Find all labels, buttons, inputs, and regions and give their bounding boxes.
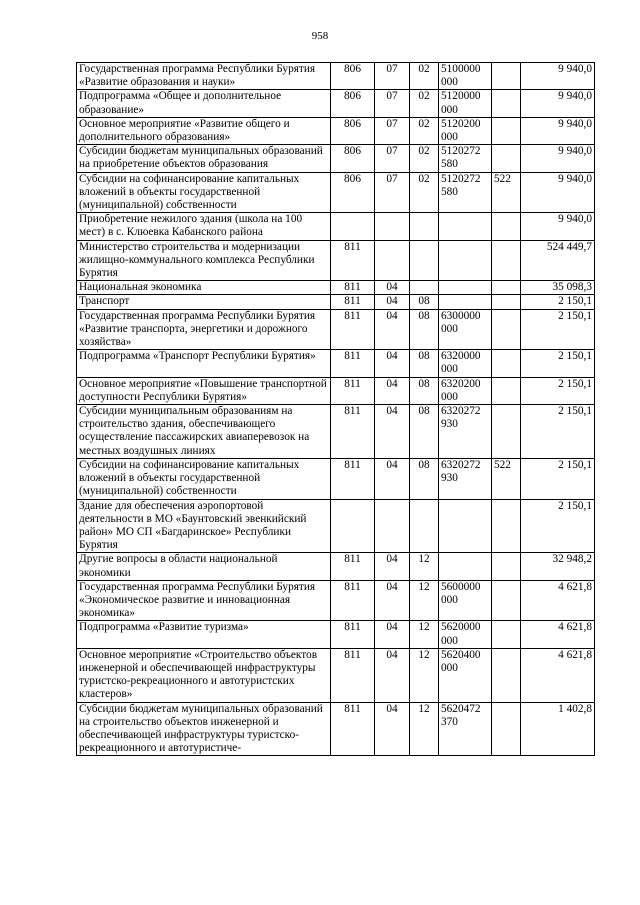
row-article <box>439 240 492 281</box>
row-article: 5100000 000 <box>439 63 492 90</box>
row-code: 811 <box>331 553 375 580</box>
row-sum: 2 150,1 <box>521 405 595 459</box>
row-sum: 2 150,1 <box>521 295 595 309</box>
row-subsection: 12 <box>410 580 439 621</box>
row-section: 07 <box>375 145 410 172</box>
row-name: Подпрограмма «Развитие туризма» <box>77 621 331 648</box>
row-name: Субсидии бюджетам муниципальных образований на приобретение объектов образования <box>77 145 331 172</box>
row-subsection: 02 <box>410 63 439 90</box>
row-sum: 9 940,0 <box>521 213 595 240</box>
row-type <box>492 648 521 702</box>
row-subsection <box>410 240 439 281</box>
row-section: 04 <box>375 350 410 377</box>
table-row <box>77 172 595 213</box>
row-code: 806 <box>331 90 375 117</box>
row-article <box>439 295 492 309</box>
row-article: 6300000 000 <box>439 309 492 350</box>
row-section <box>375 240 410 281</box>
row-code: 811 <box>331 240 375 281</box>
row-section <box>375 213 410 240</box>
row-type <box>492 702 521 756</box>
row-sum: 9 940,0 <box>521 90 595 117</box>
row-subsection <box>410 499 439 553</box>
row-subsection: 08 <box>410 458 439 499</box>
row-subsection: 08 <box>410 350 439 377</box>
row-sum: 2 150,1 <box>521 309 595 350</box>
table-row <box>77 350 595 377</box>
table-row <box>77 240 595 281</box>
row-article: 5620400 000 <box>439 648 492 702</box>
table-row <box>77 281 595 295</box>
row-section: 07 <box>375 172 410 213</box>
row-type <box>492 90 521 117</box>
row-section: 04 <box>375 621 410 648</box>
row-name: Основное мероприятие «Развитие общего и дополнительного образования» <box>77 117 331 144</box>
row-name: Субсидии бюджетам муниципальных образований на строительство объектов инженерной и обеспечивающей инфраструктуры туристско-рекреационного и автотуристиче- <box>77 702 331 756</box>
row-section: 04 <box>375 309 410 350</box>
row-article: 5120272 580 <box>439 172 492 213</box>
row-name: Основное мероприятие «Повышение транспортной доступности Республики Бурятия» <box>77 377 331 404</box>
row-article: 5120200 000 <box>439 117 492 144</box>
row-name: Субсидии муниципальным образованиям на строительство здания, обеспечивающего осуществление пассажирских авиаперевозок на местных воздушных линиях <box>77 405 331 459</box>
row-section: 04 <box>375 702 410 756</box>
row-subsection: 12 <box>410 621 439 648</box>
row-section: 04 <box>375 458 410 499</box>
row-code: 811 <box>331 309 375 350</box>
row-name: Другие вопросы в области национальной экономики <box>77 553 331 580</box>
row-subsection: 08 <box>410 377 439 404</box>
row-type <box>492 499 521 553</box>
row-code: 806 <box>331 63 375 90</box>
row-name: Государственная программа Республики Бурятия «Развитие транспорта, энергетики и дорожного хозяйства» <box>77 309 331 350</box>
row-sum: 4 621,8 <box>521 580 595 621</box>
row-name: Здание для обеспечения аэропортовой деятельности в МО «Баунтовский эвенкийский район» МО СП «Багдаринское» Республики Бурятия <box>77 499 331 553</box>
row-name: Национальная экономика <box>77 281 331 295</box>
row-subsection: 08 <box>410 405 439 459</box>
row-sum: 2 150,1 <box>521 377 595 404</box>
row-type <box>492 309 521 350</box>
row-name: Субсидии на софинансирование капитальных вложений в объекты государственной (муниципальной) собственности <box>77 172 331 213</box>
row-sum: 9 940,0 <box>521 172 595 213</box>
row-code: 811 <box>331 350 375 377</box>
row-section: 04 <box>375 648 410 702</box>
row-section: 07 <box>375 63 410 90</box>
row-article <box>439 213 492 240</box>
row-code <box>331 499 375 553</box>
row-sum: 32 948,2 <box>521 553 595 580</box>
page-number: 958 <box>311 30 329 42</box>
row-type <box>492 281 521 295</box>
row-code: 811 <box>331 295 375 309</box>
row-code: 811 <box>331 621 375 648</box>
row-type: 522 <box>492 458 521 499</box>
table-row <box>77 499 595 553</box>
row-name: Основное мероприятие «Строительство объектов инженерной и обеспечивающей инфраструктуры туристско-рекреационного и автотуристских кластеров» <box>77 648 331 702</box>
row-sum: 35 098,3 <box>521 281 595 295</box>
row-subsection: 08 <box>410 295 439 309</box>
row-type <box>492 213 521 240</box>
row-article: 6320272 930 <box>439 458 492 499</box>
row-type <box>492 145 521 172</box>
row-sum: 9 940,0 <box>521 63 595 90</box>
row-type <box>492 350 521 377</box>
table-row <box>77 90 595 117</box>
row-type: 522 <box>492 172 521 213</box>
row-article: 5620472 370 <box>439 702 492 756</box>
row-sum: 4 621,8 <box>521 648 595 702</box>
row-article <box>439 553 492 580</box>
row-article: 5600000 000 <box>439 580 492 621</box>
budget-table <box>76 62 595 756</box>
row-article: 6320200 000 <box>439 377 492 404</box>
row-name: Транспорт <box>77 295 331 309</box>
row-type <box>492 580 521 621</box>
row-article <box>439 281 492 295</box>
row-article: 6320272 930 <box>439 405 492 459</box>
row-subsection: 02 <box>410 117 439 144</box>
row-code: 811 <box>331 580 375 621</box>
row-section: 04 <box>375 377 410 404</box>
row-code: 811 <box>331 377 375 404</box>
row-name: Приобретение нежилого здания (школа на 100 мест) в с. Клюевка Кабанского района <box>77 213 331 240</box>
row-subsection: 12 <box>410 553 439 580</box>
table-row <box>77 648 595 702</box>
row-subsection: 02 <box>410 145 439 172</box>
row-subsection: 02 <box>410 172 439 213</box>
row-subsection <box>410 213 439 240</box>
row-name: Субсидии на софинансирование капитальных вложений в объекты государственной (муниципальной) собственности <box>77 458 331 499</box>
row-type <box>492 405 521 459</box>
row-section: 04 <box>375 580 410 621</box>
row-section: 04 <box>375 295 410 309</box>
row-name: Подпрограмма «Транспорт Республики Бурятия» <box>77 350 331 377</box>
row-section: 04 <box>375 553 410 580</box>
table-row <box>77 295 595 309</box>
row-sum: 2 150,1 <box>521 350 595 377</box>
row-subsection: 12 <box>410 702 439 756</box>
row-type <box>492 117 521 144</box>
table-row <box>77 458 595 499</box>
row-subsection: 08 <box>410 309 439 350</box>
row-subsection: 12 <box>410 648 439 702</box>
row-subsection <box>410 281 439 295</box>
table-row <box>77 117 595 144</box>
table-row <box>77 553 595 580</box>
row-type <box>492 295 521 309</box>
row-article: 5120000 000 <box>439 90 492 117</box>
row-section: 04 <box>375 405 410 459</box>
row-sum: 2 150,1 <box>521 458 595 499</box>
row-sum: 4 621,8 <box>521 621 595 648</box>
row-type <box>492 63 521 90</box>
table-row <box>77 309 595 350</box>
row-code <box>331 213 375 240</box>
row-name: Министерство строительства и модернизации жилищно-коммунального комплекса Республики Бурятия <box>77 240 331 281</box>
row-name: Подпрограмма «Общее и дополнительное образование» <box>77 90 331 117</box>
row-type <box>492 240 521 281</box>
row-sum: 9 940,0 <box>521 145 595 172</box>
table-row <box>77 63 595 90</box>
table-row <box>77 580 595 621</box>
row-article: 5120272 580 <box>439 145 492 172</box>
row-code: 806 <box>331 117 375 144</box>
row-type <box>492 621 521 648</box>
row-subsection: 02 <box>410 90 439 117</box>
table-row <box>77 621 595 648</box>
row-section: 07 <box>375 90 410 117</box>
table-row <box>77 702 595 756</box>
row-type <box>492 377 521 404</box>
row-code: 811 <box>331 648 375 702</box>
table-row <box>77 377 595 404</box>
row-code: 806 <box>331 145 375 172</box>
row-type <box>492 553 521 580</box>
row-code: 811 <box>331 405 375 459</box>
row-section <box>375 499 410 553</box>
row-sum: 9 940,0 <box>521 117 595 144</box>
table-row <box>77 405 595 459</box>
row-code: 811 <box>331 702 375 756</box>
row-code: 811 <box>331 458 375 499</box>
row-name: Государственная программа Республики Бурятия «Развитие образования и науки» <box>77 63 331 90</box>
row-code: 806 <box>331 172 375 213</box>
row-article: 5620000 000 <box>439 621 492 648</box>
row-article: 6320000 000 <box>439 350 492 377</box>
table-row <box>77 213 595 240</box>
row-section: 07 <box>375 117 410 144</box>
row-article <box>439 499 492 553</box>
row-sum: 1 402,8 <box>521 702 595 756</box>
row-name: Государственная программа Республики Бурятия «Экономическое развитие и инновационная экономика» <box>77 580 331 621</box>
row-section: 04 <box>375 281 410 295</box>
row-sum: 524 449,7 <box>521 240 595 281</box>
row-sum: 2 150,1 <box>521 499 595 553</box>
table-row <box>77 145 595 172</box>
row-code: 811 <box>331 281 375 295</box>
